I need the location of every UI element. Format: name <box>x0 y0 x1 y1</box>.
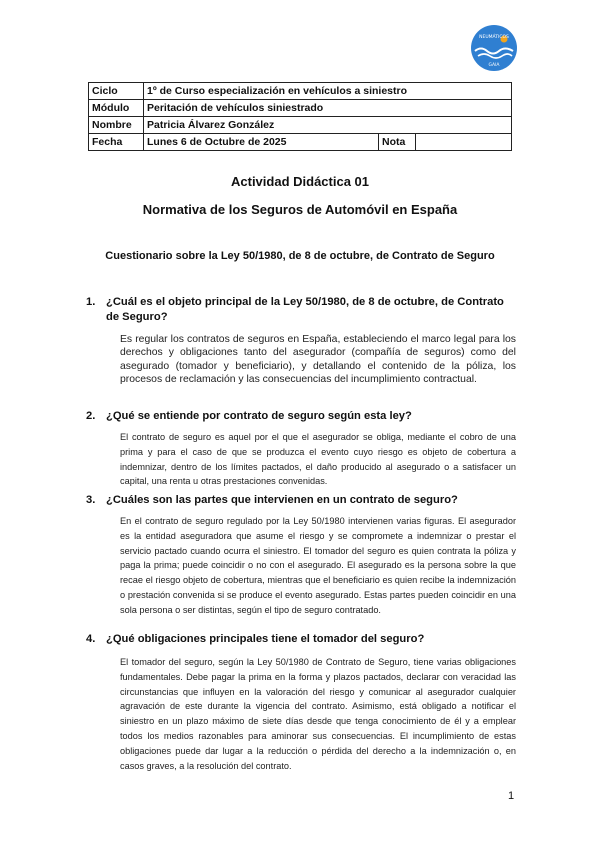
nombre-label: Nombre <box>89 117 144 134</box>
page-number: 1 <box>508 790 515 802</box>
activity-title: Actividad Didáctica 01 <box>231 174 369 189</box>
logo-text-bottom: GAIA <box>488 63 500 68</box>
question-4 <box>86 632 516 647</box>
question-number: 2. <box>86 410 96 422</box>
questionnaire-title: Cuestionario sobre la Ley 50/1980, de 8 de octubre, de Contrato de Seguro <box>105 250 495 262</box>
question-number: 3. <box>86 494 96 506</box>
nota-value[interactable] <box>416 134 512 151</box>
answer-4: El tomador del seguro, según la Ley 50/1980 de Contrato de Seguro, tiene varias obligaciones fundamentales. Debe pagar la prima en la forma y plazos pactados, declarar con veracidad las circunstancias que influyen en la valoración del riesgo y comunicar al asegurador cualquier agravación de este durante la vigencia del contrato. Asimismo, está obligado a notificar el siniestro en un plazo máximo de siete días desde que tenga conocimiento de él y a emplear todos los medios razonables para aminorar sus consecuencias. El incumplimiento de estas obligaciones puede dar lugar a la reducción o pérdida del derecho a la indemnización o, en casos graves, a la resolución del contrato. <box>120 657 516 771</box>
question-1 <box>86 295 516 325</box>
question-text: ¿Cuál es el objeto principal de la Ley 50/1980, de 8 de octubre, de Contrato de Seguro? <box>106 296 504 323</box>
question-2 <box>86 409 516 424</box>
nombre-value: Patricia Álvarez González <box>144 117 512 134</box>
nota-label: Nota <box>379 134 416 151</box>
table-row <box>89 117 512 134</box>
question-text: ¿Qué se entiende por contrato de seguro según esta ley? <box>106 410 412 422</box>
answer-3: En el contrato de seguro regulado por la Ley 50/1980 intervienen varias figuras. El asegurador es la entidad aseguradora que asume el riesgo y se compromete a indemnizar o prestar el servicio pactado cuando ocurra el siniestro. El tomador del seguro es quien contrata la póliza y paga la prima; puede coincidir o no con el asegurado. El asegurado es la persona sobre la que recae el riesgo objeto de cobertura, mientras que el beneficiario es quien recibe la indemnización o prestación convenida si se produce el evento asegurado. Estas partes pueden coincidir en una sola persona o ser distintas, según el tipo de seguro contratado. <box>120 516 516 615</box>
answer-1: Es regular los contratos de seguros en España, estableciendo el marco legal para los derechos y obligaciones tanto del asegurador (compañía de seguros) como del asegurado (tomador y beneficiario), y detallando el contenido de la póliza, los procesos de reclamación y las consecuencias del incumplimiento contractual. <box>120 334 516 386</box>
answer-2: El contrato de seguro es aquel por el que el asegurador se obliga, mediante el cobro de una prima y para el caso de que se produzca el evento cuyo riesgo es objeto de cobertura a indemnizar, dentro de los límites pactados, el daño producido al asegurado o a satisfacer un capital, una renta u otras prestaciones convenidas. <box>120 432 516 487</box>
school-logo <box>470 24 518 72</box>
subject-title: Normativa de los Seguros de Automóvil en España <box>142 202 458 217</box>
fecha-label: Fecha <box>89 134 144 151</box>
question-number: 4. <box>86 633 96 645</box>
question-number: 1. <box>86 296 96 308</box>
ciclo-value: 1º de Curso especialización en vehículos a siniestro <box>144 83 512 100</box>
ciclo-label: Ciclo <box>89 83 144 100</box>
logo-emblem-icon <box>470 24 518 72</box>
table-row <box>89 134 512 151</box>
question-text: ¿Cuáles son las partes que intervienen en un contrato de seguro? <box>106 494 458 506</box>
logo-text-top: NEUMÁTICOS <box>479 35 509 40</box>
modulo-value: Peritación de vehículos siniestrado <box>144 100 512 117</box>
fecha-value: Lunes 6 de Octubre de 2025 <box>144 134 379 151</box>
student-info-table <box>88 82 512 151</box>
table-row <box>89 83 512 100</box>
table-row <box>89 100 512 117</box>
question-text: ¿Qué obligaciones principales tiene el tomador del seguro? <box>106 633 425 645</box>
question-3 <box>86 493 516 508</box>
modulo-label: Módulo <box>89 100 144 117</box>
